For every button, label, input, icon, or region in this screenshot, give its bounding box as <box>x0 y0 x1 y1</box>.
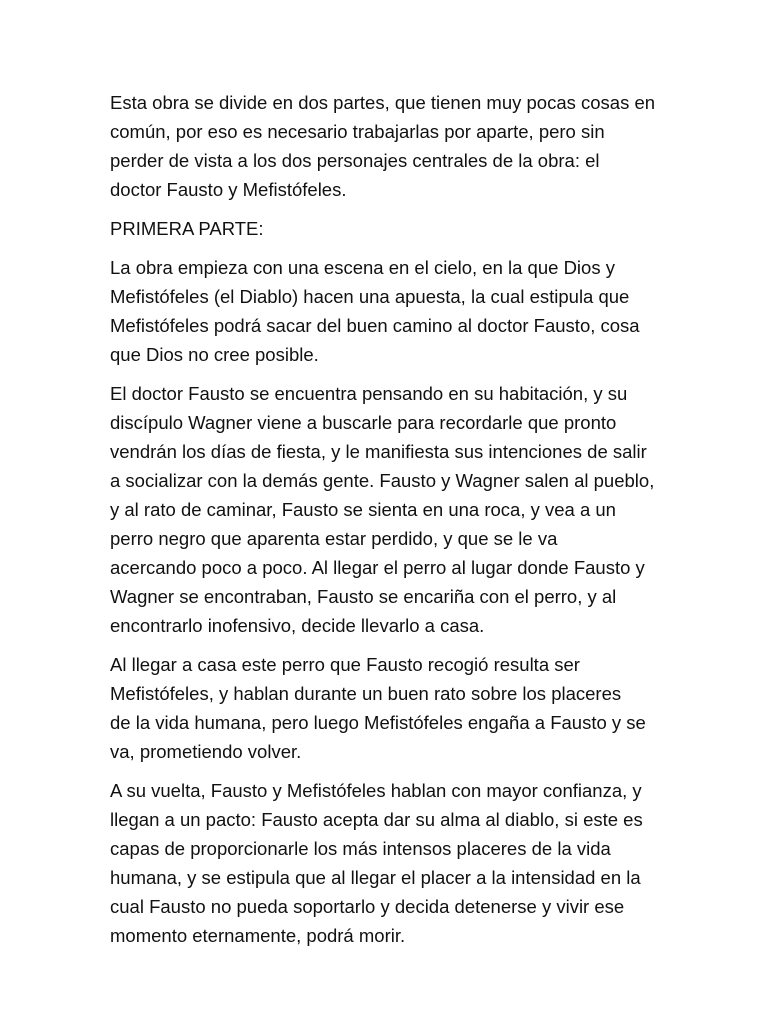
paragraph-perro: Al llegar a casa este perro que Fausto recogió resulta ser Mefistófeles, y hablan durante un buen rato sobre los placeres de la vida humana, pero luego Mefistófeles engaña a Fausto y se va, prometiendo volver. <box>110 654 646 762</box>
paragraph-pacto: A su vuelta, Fausto y Mefistófeles hablan con mayor confianza, y llegan a un pacto: Fausto acepta dar su alma al diablo, si este es capas de proporcionarle los más intensos placeres de la vida humana, y se estipula que al llegar el placer a la intensidad en la cual Fausto no pueda soportarlo y decida detenerse y vivir ese momento eternamente, podrá morir. <box>110 780 643 946</box>
section-heading: PRIMERA PARTE: <box>110 218 264 239</box>
document-page <box>110 88 666 960</box>
paragraph-intro: Esta obra se divide en dos partes, que tienen muy pocas cosas en común, por eso es necesario trabajarlas por aparte, pero sin perder de vista a los dos personajes centrales de la obra: el doctor Fausto y Mefistófeles. <box>110 92 656 200</box>
paragraph-cielo: La obra empieza con una escena en el cielo, en la que Dios y Mefistófeles (el Diablo) hacen una apuesta, la cual estipula que Mefistófeles podrá sacar del buen camino al doctor Fausto, cosa que Dios no cree posible. <box>110 257 640 365</box>
paragraph-wagner: El doctor Fausto se encuentra pensando en su habitación, y su discípulo Wagner viene a buscarle para recordarle que pronto vendrán los días de fiesta, y le manifiesta sus intenciones de salir a socializar con la demás gente. Fausto y Wagner salen al pueblo, y al rato de caminar, Fausto se sienta en una roca, y vea a un perro negro que aparenta estar perdido, y que se le va acercando poco a poco. Al llegar el perro al lugar donde Fausto y Wagner se encontraban, Fausto se encariña con el perro, y al encontrarlo inofensivo, decide llevarlo a casa. <box>110 383 655 636</box>
